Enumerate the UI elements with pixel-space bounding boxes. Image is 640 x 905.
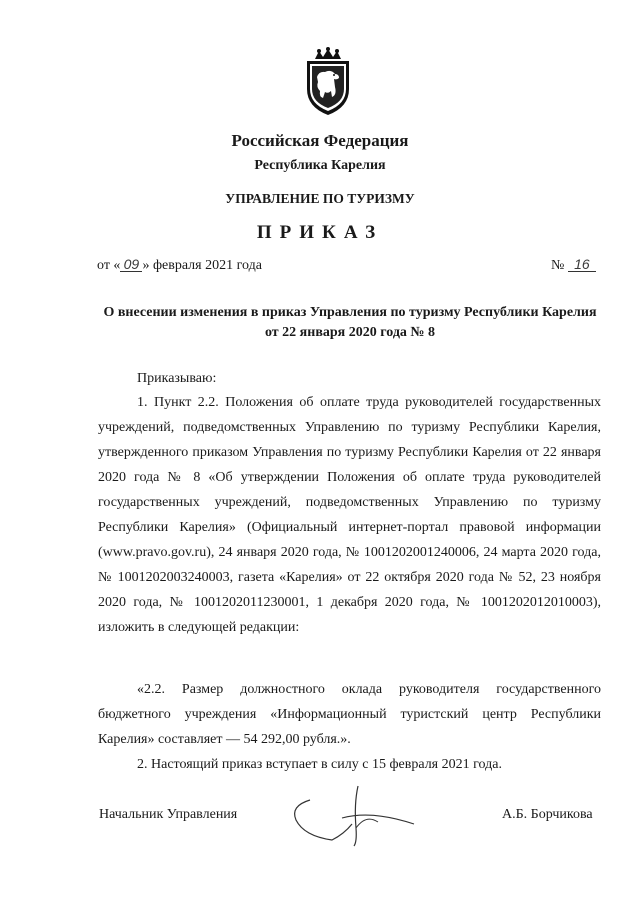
order-item-1: 1. Пункт 2.2. Положения об оплате труда руководителей государственных учреждений, подведомственных Управлению по туризму Республики Карелия, утвержденного приказом Управления по туризму Республики Карелия от 22 января 2020 года № 8 «Об утверждении Положения об оплате труда руководителей государственных учреждений, подведомственных Управлению по туризму Республики Карелия» (Официальный интернет-портал правовой информации (www.pravo.gov.ru), 24 января 2020 года, № 1001202001240006, 24 марта 2020 года, № 1001202003240003, газета «Карелия» от 22 октября 2020 года № 52, 23 ноября 2020 года, № 1001202011230001, 1 декабря 2020 года, № 1001202012010003), изложить в следующей редакции: [98, 395, 601, 635]
order-subject: О внесении изменения в приказ Управления по туризму Республики Карелия от 22 января 2020 года № 8 [103, 305, 597, 340]
order-number-label: № [551, 258, 565, 273]
date-prefix: от « [97, 258, 121, 273]
order-number [551, 258, 596, 274]
date-suffix: » февраля 2021 года [142, 258, 262, 273]
order-number-value: 16 [568, 258, 596, 272]
document-type: ПРИКАЗ [256, 222, 384, 243]
order-verb: Приказываю: [137, 371, 217, 386]
date-day: 09 [120, 258, 142, 272]
handwritten-signature [282, 784, 422, 848]
signatory-name: А.Б. Борчикова [502, 807, 593, 822]
signatory-title: Начальник Управления [99, 807, 238, 822]
order-item-2: 2. Настоящий приказ вступает в силу с 15 февраля 2021 года. [137, 757, 502, 772]
order-item-quote: «2.2. Размер должностного оклада руководителя государственного бюджетного учреждения «Информационный туристский центр Республики Карелия» составляет — 54 292,00 рубля.». [98, 682, 601, 747]
country-title: Российская Федерация [231, 131, 409, 150]
republic-title: Республика Карелия [254, 158, 386, 173]
date-line [97, 258, 262, 274]
agency-title: УПРАВЛЕНИЕ ПО ТУРИЗМУ [225, 191, 415, 206]
karelia-coat-of-arms-icon [301, 47, 355, 117]
